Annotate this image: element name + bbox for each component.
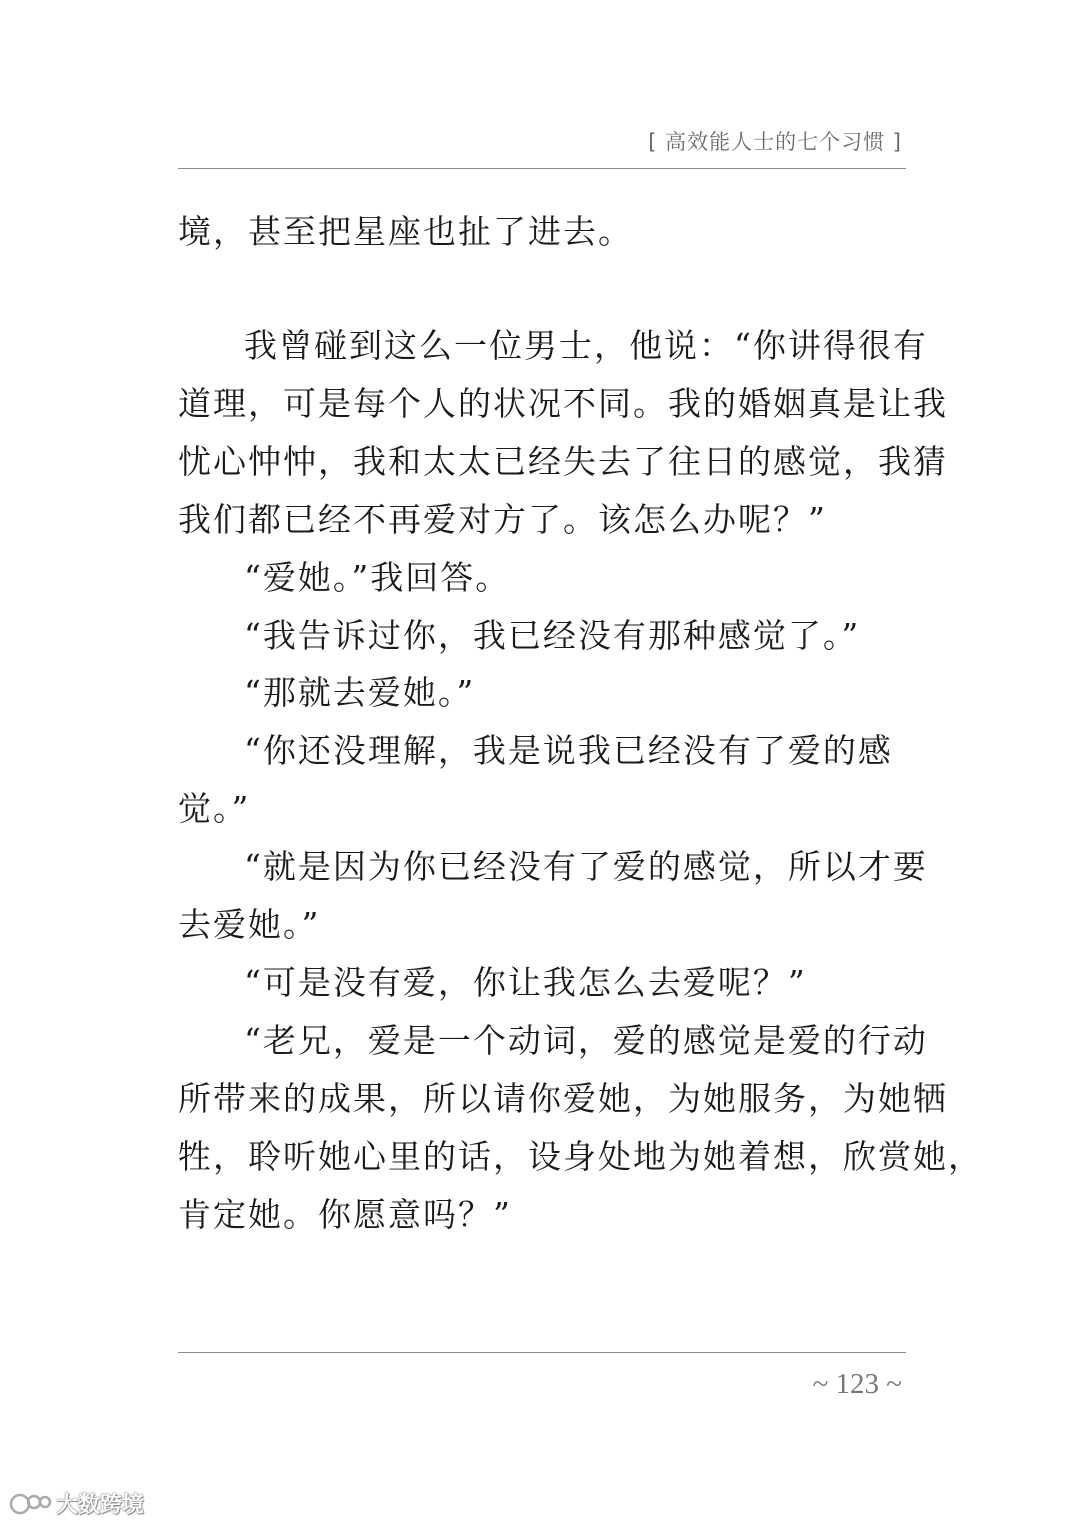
text-line: 觉。” [178,789,251,828]
text-line: “就是因为你已经没有了爱的感觉，所以才要 [244,847,928,886]
text-line: 忧心忡忡，我和太太已经失去了往日的感觉，我猜 [178,442,948,481]
text-line: 我曾碰到这么一位男士，他说：“你讲得很有 [244,326,928,365]
page-number: ~ 123 ~ [812,1368,902,1400]
text-line: “你还没理解，我是说我已经没有了爱的感 [244,731,893,770]
text-line: “爱她。”我回答。 [244,558,511,597]
logo-icon [8,1490,52,1518]
text-line: 去爱她。” [178,905,321,944]
watermark [8,1488,144,1519]
text-line: 道理，可是每个人的状况不同。我的婚姻真是让我 [178,384,948,423]
text-line: “老兄，爱是一个动词，爱的感觉是爱的行动 [244,1021,928,1060]
text-line: “那就去爱她。” [244,673,476,712]
text-line: “可是没有爱，你让我怎么去爱呢？” [244,963,807,1002]
running-title: [ 高效能人士的七个习惯 ] [648,130,902,154]
watermark-text: 大数跨境 [56,1493,145,1518]
text-line: “我告诉过你，我已经没有那种感觉了。” [244,616,861,655]
text-line: 所带来的成果，所以请你爱她，为她服务，为她牺 [178,1079,948,1118]
text-line: 肯定她。你愿意吗？” [178,1195,512,1234]
footer-rule [178,1352,906,1353]
text-line: 境，甚至把星座也扯了进去。 [178,212,633,251]
text-line: 牲，聆听她心里的话，设身处地为她着想，欣赏她， [178,1137,983,1176]
header-rule [178,168,906,169]
text-line: 我们都已经不再爱对方了。该怎么办呢？” [178,500,827,539]
